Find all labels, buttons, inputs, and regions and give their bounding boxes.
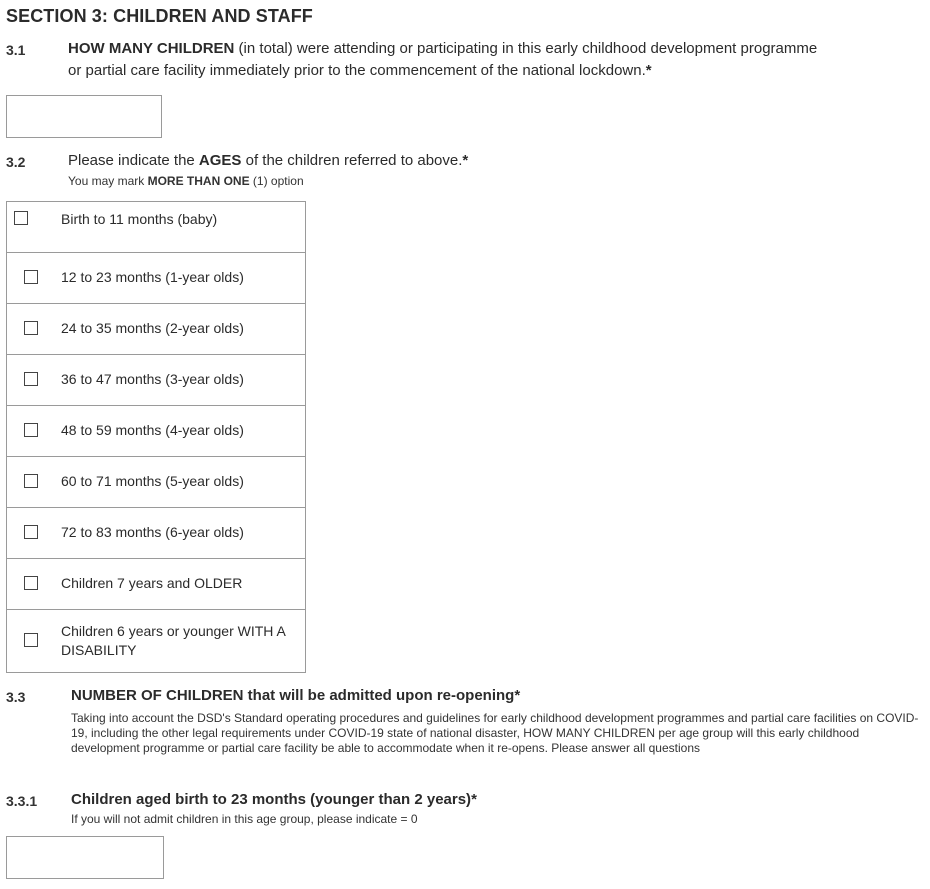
checkbox[interactable] [24,372,38,386]
question-text-3-1 [68,38,928,82]
checkbox[interactable] [24,525,38,539]
age-option[interactable] [7,610,305,672]
age-option-label: 48 to 59 months (4-year olds) [61,422,244,438]
age-option[interactable] [7,559,305,610]
question-title-3-3 [71,685,921,707]
age-option-label: Children 6 years or younger WITH A DISABILITY [61,623,286,658]
question-3-3-title: NUMBER OF CHILDREN that will be admitted upon re-opening [71,687,515,704]
age-option-label: 12 to 23 months (1-year olds) [61,269,244,285]
children-0-23-months-input[interactable] [6,836,164,879]
question-3-3-description: Taking into account the DSD's Standard operating procedures and guidelines for early childhood development programmes and partial care facilities on COVID-19, including the other legal requirements under COVID-19 state of national disaster, HOW MANY CHILDREN per age group will this early childhood development programme or partial care facility be able to accommodate when it re-opens. Please answer all questions [71,711,919,755]
age-option[interactable] [7,457,305,508]
question-3-2-prefix: Please indicate the [68,152,199,169]
required-star: * [514,687,521,704]
required-star: * [462,152,469,169]
required-star: * [645,62,652,79]
question-3-1-bold: HOW MANY CHILDREN [68,40,235,57]
question-3-1-line2: or partial care facility immediately prior to the commencement of the national lockdown. [68,62,646,79]
question-number-3-1: 3.1 [6,42,26,58]
age-option[interactable] [7,355,305,406]
question-3-2-bold: AGES [198,152,242,169]
age-option-label: Children 7 years and OLDER [61,575,243,591]
note-suffix: (1) option [249,174,304,188]
age-option[interactable] [7,253,305,304]
section-title: SECTION 3: CHILDREN AND STAFF [6,6,313,26]
checkbox[interactable] [24,576,38,590]
checkbox[interactable] [24,270,38,284]
age-option-label: 36 to 47 months (3-year olds) [61,371,244,387]
question-3-2-note [68,174,304,188]
age-option-label: 24 to 35 months (2-year olds) [61,320,244,336]
question-3-2-suffix: of the children referred to above. [241,152,463,169]
checkbox[interactable] [14,211,28,225]
question-3-1-line1: (in total) were attending or participating in this early childhood development programme [234,40,818,57]
age-option-label: 60 to 71 months (5-year olds) [61,473,244,489]
question-3-3-1-note: If you will not admit children in this age group, please indicate = 0 [71,812,418,826]
question-3-3-1-title: Children aged birth to 23 months (younger than 2 years) [71,791,472,808]
age-option-label: 72 to 83 months (6-year olds) [61,524,244,540]
question-title-3-3-1 [71,789,921,811]
age-option-label: Birth to 11 months (baby) [61,211,218,227]
question-number-3-3-1: 3.3.1 [6,793,38,809]
question-number-3-3: 3.3 [6,689,26,705]
age-option[interactable] [7,202,305,253]
checkbox[interactable] [24,474,38,488]
required-star: * [471,791,477,808]
note-prefix: You may mark [68,174,148,188]
question-number-3-2: 3.2 [6,154,26,170]
checkbox[interactable] [24,633,38,647]
age-options-list [6,201,306,673]
checkbox[interactable] [24,321,38,335]
age-option[interactable] [7,406,305,457]
children-total-input[interactable] [6,95,162,138]
note-bold: MORE THAN ONE [147,174,250,188]
question-text-3-2 [68,150,928,172]
age-option[interactable] [7,508,305,559]
checkbox[interactable] [24,423,38,437]
age-option[interactable] [7,304,305,355]
